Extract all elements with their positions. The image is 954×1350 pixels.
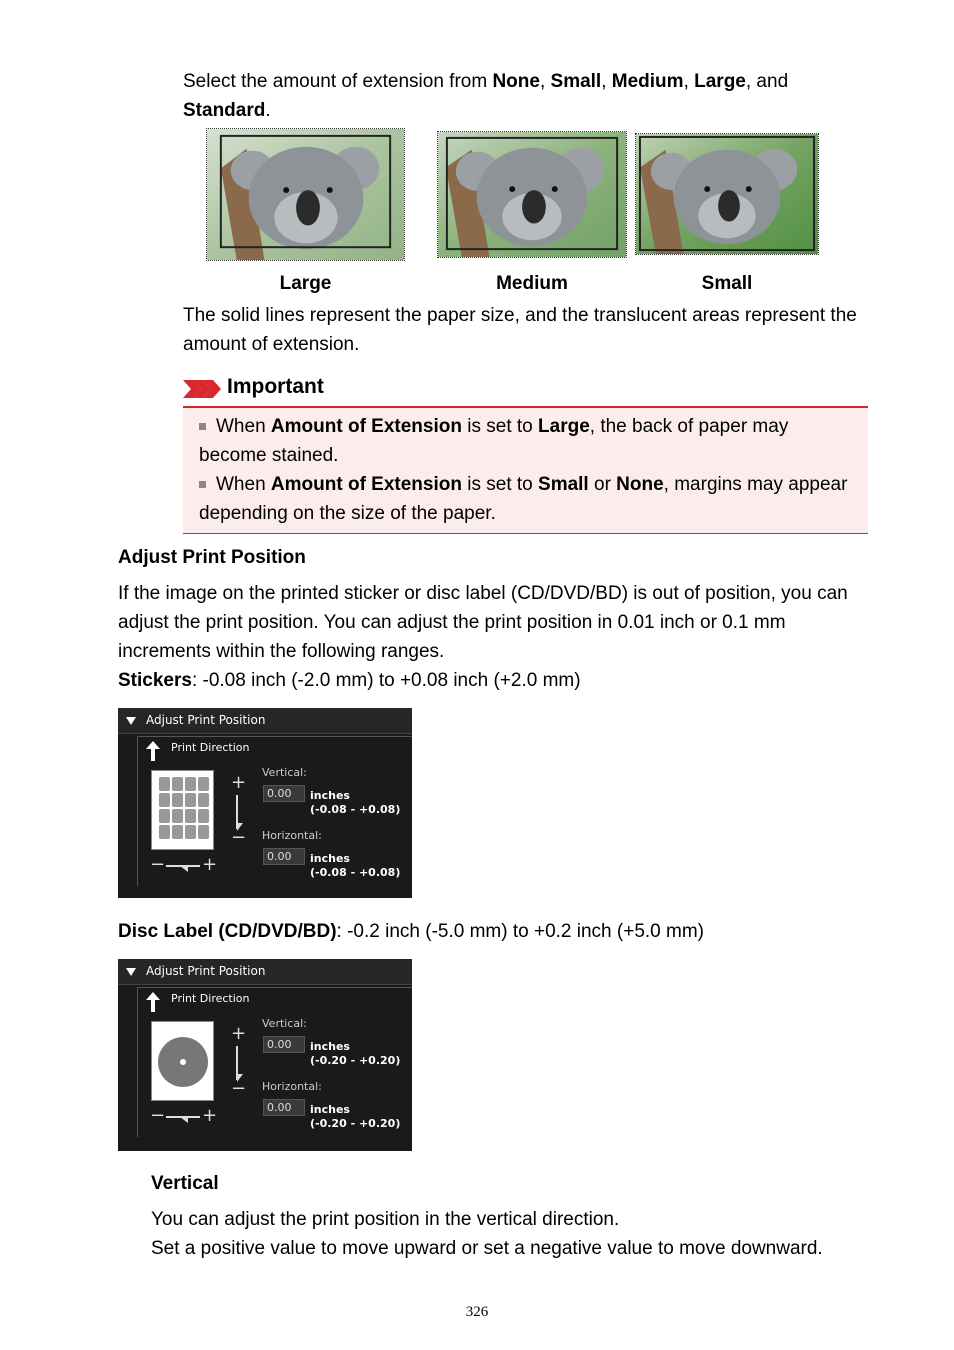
horizontal-input[interactable]: 0.00 bbox=[263, 1099, 305, 1116]
sticker-cell bbox=[185, 825, 196, 839]
plus-icon[interactable]: + bbox=[231, 1023, 247, 1044]
horizontal-arrow-icon bbox=[166, 1114, 202, 1124]
minus-icon[interactable]: − bbox=[150, 1105, 166, 1126]
koala-thumbnail-large bbox=[206, 128, 405, 261]
sep: , bbox=[539, 71, 551, 92]
sep: . bbox=[265, 100, 271, 121]
text: When bbox=[216, 474, 271, 495]
panel-body bbox=[137, 736, 412, 886]
vertical-line-1: You can adjust the print position in the vertical direction. bbox=[151, 1209, 620, 1230]
sticker-cell bbox=[159, 809, 170, 823]
stickers-label: Stickers bbox=[118, 670, 192, 691]
intro-paragraph bbox=[183, 67, 863, 125]
adjust-body: If the image on the printed sticker or disc label (CD/DVD/BD) is out of position, you can adjust the print position. You can adjust the print position in 0.01 inch or 0.1 mm increments within the following ranges. bbox=[118, 583, 848, 662]
bold-text: None bbox=[616, 474, 664, 495]
sep: , and bbox=[745, 71, 789, 92]
panel-header[interactable] bbox=[118, 708, 412, 734]
important-title: Important bbox=[227, 375, 324, 398]
disc-icon bbox=[155, 1036, 211, 1088]
koala-image bbox=[207, 129, 404, 260]
minus-icon[interactable]: − bbox=[231, 1078, 247, 1099]
koala-image bbox=[636, 134, 818, 254]
text: , margins may appear depending on the size of the paper. bbox=[199, 474, 848, 524]
panel-header[interactable] bbox=[118, 959, 412, 985]
adjust-heading: Adjust Print Position bbox=[118, 547, 306, 568]
horizontal-range: (-0.20 - +0.20) bbox=[310, 1117, 401, 1130]
disc-label-range bbox=[118, 917, 868, 946]
panel-body bbox=[137, 987, 412, 1137]
vertical-input[interactable]: 0.00 bbox=[263, 785, 305, 802]
sticker-cell bbox=[198, 793, 209, 807]
print-direction-label: Print Direction bbox=[171, 741, 250, 754]
sep: , bbox=[601, 71, 612, 92]
sticker-cell bbox=[198, 777, 209, 791]
sticker-cell bbox=[159, 825, 170, 839]
sticker-cell bbox=[198, 825, 209, 839]
sticker-cell bbox=[185, 809, 196, 823]
minus-icon[interactable]: − bbox=[231, 827, 247, 848]
sticker-cell bbox=[172, 777, 183, 791]
sticker-cell bbox=[172, 809, 183, 823]
collapse-triangle-icon[interactable] bbox=[126, 968, 136, 976]
text: or bbox=[588, 474, 617, 495]
sticker-cell bbox=[159, 793, 170, 807]
sticker-cell bbox=[198, 809, 209, 823]
bold-text: Amount of Extension bbox=[270, 474, 462, 495]
koala-thumbnail-small bbox=[635, 133, 819, 255]
intro-text: Select the amount of extension from bbox=[183, 71, 493, 92]
important-item-2 bbox=[199, 470, 859, 528]
print-direction-label: Print Direction bbox=[171, 992, 250, 1005]
important-item-1 bbox=[199, 412, 859, 470]
vertical-label: Vertical: bbox=[262, 766, 307, 779]
stickers-range-text: : -0.08 inch (-2.0 mm) to +0.08 inch (+2.0 mm) bbox=[191, 670, 581, 691]
panel-header-title: Adjust Print Position bbox=[146, 964, 266, 978]
disc-preview bbox=[151, 1021, 214, 1101]
bullet-icon bbox=[199, 481, 206, 488]
text: is set to bbox=[461, 474, 539, 495]
collapse-triangle-icon[interactable] bbox=[126, 717, 136, 725]
vertical-heading: Vertical bbox=[151, 1173, 219, 1194]
horizontal-arrow-icon bbox=[166, 863, 202, 873]
option-none: None bbox=[492, 71, 540, 92]
horizontal-label: Horizontal: bbox=[262, 829, 322, 842]
vertical-range: (-0.20 - +0.20) bbox=[310, 1054, 401, 1067]
vertical-range: (-0.08 - +0.08) bbox=[310, 803, 401, 816]
plus-icon[interactable]: + bbox=[231, 772, 247, 793]
minus-icon[interactable]: − bbox=[150, 854, 166, 875]
caption-large: Large bbox=[279, 273, 332, 294]
sep: , bbox=[683, 71, 695, 92]
important-box bbox=[183, 406, 868, 534]
horizontal-unit: inches bbox=[310, 852, 350, 865]
caption-medium: Medium bbox=[496, 273, 568, 294]
disc-range-text: : -0.2 inch (-5.0 mm) to +0.2 inch (+5.0 mm) bbox=[336, 921, 704, 942]
vertical-arrow-icon bbox=[234, 1046, 244, 1082]
bullet-icon bbox=[199, 423, 206, 430]
horizontal-unit: inches bbox=[310, 1103, 350, 1116]
sticker-cell bbox=[185, 793, 196, 807]
adjust-panel-disc bbox=[118, 959, 412, 1151]
bold-text: Small bbox=[538, 474, 589, 495]
text: When bbox=[216, 416, 271, 437]
option-small: Small bbox=[550, 71, 602, 92]
vertical-label: Vertical: bbox=[262, 1017, 307, 1030]
koala-thumbnail-medium bbox=[437, 131, 627, 258]
option-medium: Medium bbox=[611, 71, 684, 92]
adjust-panel-sticker bbox=[118, 708, 412, 898]
plus-icon[interactable]: + bbox=[202, 854, 218, 875]
disc-label: Disc Label (CD/DVD/BD) bbox=[118, 921, 337, 942]
bold-text: Amount of Extension bbox=[270, 416, 462, 437]
vertical-unit: inches bbox=[310, 1040, 350, 1053]
explanation-text: The solid lines represent the paper size, and the translucent areas represent the amount of extension. bbox=[183, 305, 857, 355]
important-chevron-icon bbox=[183, 380, 221, 398]
caption-small: Small bbox=[701, 273, 753, 294]
option-large: Large bbox=[694, 71, 746, 92]
horizontal-label: Horizontal: bbox=[262, 1080, 322, 1093]
sticker-sheet-preview bbox=[151, 770, 214, 850]
koala-image bbox=[438, 132, 626, 257]
up-arrow-icon bbox=[146, 741, 160, 761]
sticker-cell bbox=[159, 777, 170, 791]
plus-icon[interactable]: + bbox=[202, 1105, 218, 1126]
sticker-cell bbox=[172, 825, 183, 839]
horizontal-range: (-0.08 - +0.08) bbox=[310, 866, 401, 879]
sticker-cell bbox=[172, 793, 183, 807]
text: is set to bbox=[461, 416, 539, 437]
stickers-range bbox=[118, 666, 868, 695]
vertical-unit: inches bbox=[310, 789, 350, 802]
text: , the back of paper may become stained. bbox=[199, 416, 789, 466]
bold-text: Large bbox=[538, 416, 590, 437]
panel-header-title: Adjust Print Position bbox=[146, 713, 266, 727]
vertical-arrow-icon bbox=[234, 795, 244, 831]
page-number: 326 bbox=[465, 1304, 489, 1320]
sticker-cell bbox=[185, 777, 196, 791]
option-standard: Standard bbox=[183, 100, 266, 121]
vertical-input[interactable]: 0.00 bbox=[263, 1036, 305, 1053]
up-arrow-icon bbox=[146, 992, 160, 1012]
sticker-grid bbox=[159, 777, 208, 839]
horizontal-input[interactable]: 0.00 bbox=[263, 848, 305, 865]
vertical-line-2: Set a positive value to move upward or set a negative value to move downward. bbox=[151, 1238, 823, 1259]
